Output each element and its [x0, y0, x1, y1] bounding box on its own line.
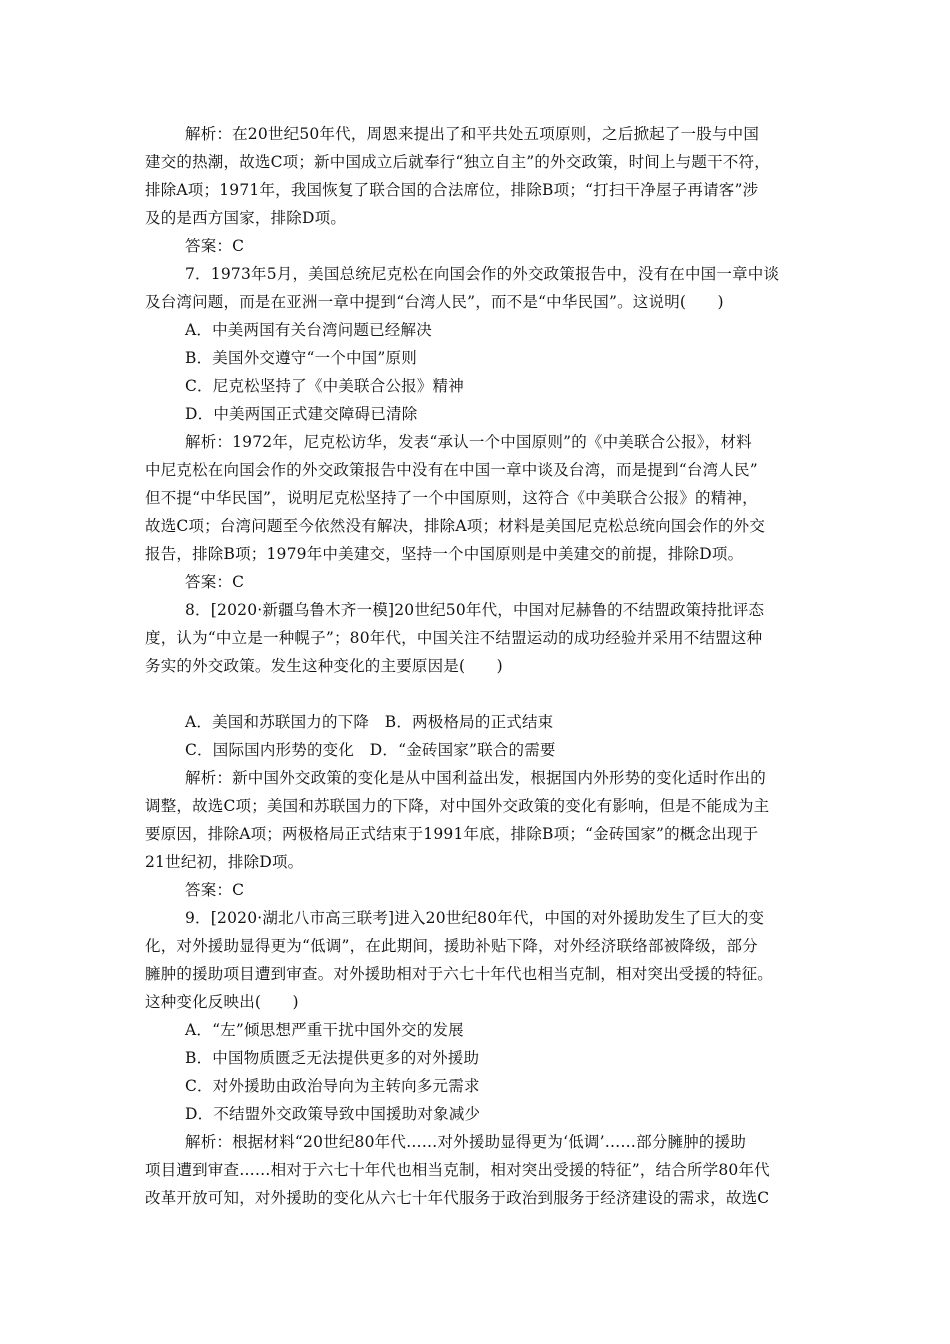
q7-analysis-line: 但不提“中华民国”，说明尼克松坚持了一个中国原则，这符合《中美联合公报》的精神， — [145, 489, 758, 507]
q9-analysis — [145, 1128, 815, 1212]
q9-stem — [145, 904, 815, 1016]
q8-analysis-line: 要原因，排除A项；两极格局正式结束于1991年底，排除B项；“金砖国家”的概念出现于 — [145, 825, 759, 843]
q8-options-line: C．国际国内形势的变化 D．“金砖国家”联合的需要 — [185, 741, 556, 759]
q6-analysis-line: 及的是西方国家，排除D项。 — [145, 209, 347, 227]
q8-stem-line: 务实的外交政策。发生这种变化的主要原因是( ) — [145, 657, 503, 675]
q9-stem-line: 这种变化反映出( ) — [145, 993, 299, 1011]
q7-stem — [145, 260, 815, 316]
q9-analysis-line: 项目遭到审查……相对于六七十年代也相当克制，相对突出受援的特征”，结合所学80年代 — [145, 1161, 770, 1179]
q6-analysis-line: 解析：在20世纪50年代，周恩来提出了和平共处五项原则，之后掀起了一股与中国 — [185, 125, 760, 143]
q7-analysis — [145, 428, 815, 568]
q6-analysis — [145, 120, 815, 232]
q8-answer-line: 答案：C — [185, 881, 245, 899]
q9-stem-line: 9．[2020·湖北八市高三联考]进入20世纪80年代，中国的对外援助发生了巨大的变 — [185, 909, 765, 927]
q8-stem-line: 8．[2020·新疆乌鲁木齐一模]20世纪50年代，中国对尼赫鲁的不结盟政策持批评态 — [185, 601, 765, 619]
q8-stem — [145, 596, 815, 680]
q9-stem-line: 臃肿的援助项目遭到审查。对外援助相对于六七十年代也相当克制，相对突出受援的特征。 — [145, 965, 774, 983]
q7-analysis-line: 报告，排除B项；1979年中美建交，坚持一个中国原则是中美建交的前提，排除D项。 — [145, 545, 744, 563]
q7-options-line: A．中美两国有关台湾问题已经解决 — [185, 321, 432, 339]
blank-spacer — [145, 680, 815, 708]
q7-stem-line: 7．1973年5月，美国总统尼克松在向国会作的外交政策报告中，没有在中国一章中谈 — [185, 265, 780, 283]
q7-options-line: D．中美两国正式建交障碍已清除 — [185, 405, 418, 423]
q7-answer-line: 答案：C — [185, 573, 245, 591]
q8-answer — [145, 876, 815, 904]
q7-stem-line: 及台湾问题，而是在亚洲一章中提到“台湾人民”，而不是“中华民国”。这说明( ) — [145, 293, 724, 311]
q8-analysis-line: 解析：新中国外交政策的变化是从中国利益出发，根据国内外形势的变化适时作出的 — [185, 769, 766, 787]
q6-analysis-line: 建交的热潮，故选C项；新中国成立后就奉行“独立自主”的外交政策，时间上与题干不符， — [145, 153, 770, 171]
q9-stem-line: 化，对外援助显得更为“低调”，在此期间，援助补贴下降，对外经济联络部被降级，部分 — [145, 937, 758, 955]
q9-options-line: D．不结盟外交政策导致中国援助对象减少 — [185, 1105, 481, 1123]
q7-options — [145, 316, 815, 428]
q9-analysis-line: 改革开放可知，对外援助的变化从六七十年代服务于政治到服务于经济建设的需求，故选C — [145, 1189, 770, 1207]
q9-analysis-line: 解析：根据材料“20世纪80年代……对外援助显得更为‘低调’……部分臃肿的援助 — [185, 1133, 747, 1151]
q7-analysis-line: 解析：1972年，尼克松访华，发表“承认一个中国原则”的《中美联合公报》，材料 — [185, 433, 752, 451]
q9-options — [145, 1016, 815, 1128]
q7-options-line: C．尼克松坚持了《中美联合公报》精神 — [185, 377, 464, 395]
q8-analysis-line: 21世纪初，排除D项。 — [145, 853, 304, 871]
q9-options-line: C．对外援助由政治导向为主转向多元需求 — [185, 1077, 480, 1095]
q8-options — [145, 708, 815, 764]
q6-answer-line: 答案：C — [185, 237, 245, 255]
q8-options-line: A．美国和苏联国力的下降 B．两极格局的正式结束 — [185, 713, 554, 731]
q6-answer — [145, 232, 815, 260]
document-body — [145, 120, 815, 1212]
q9-options-line: B．中国物质匮乏无法提供更多的对外援助 — [185, 1049, 480, 1067]
q6-analysis-line: 排除A项；1971年，我国恢复了联合国的合法席位，排除B项；“打扫干净屋子再请客”涉 — [145, 181, 759, 199]
q7-answer — [145, 568, 815, 596]
q7-options-line: B．美国外交遵守“一个中国”原则 — [185, 349, 417, 367]
q8-analysis-line: 调整，故选C项；美国和苏联国力的下降，对中国外交政策的变化有影响，但是不能成为主 — [145, 797, 770, 815]
q9-options-line: A．“左”倾思想严重干扰中国外交的发展 — [185, 1021, 464, 1039]
q8-analysis — [145, 764, 815, 876]
q8-stem-line: 度，认为“中立是一种幌子”；80年代，中国关注不结盟运动的成功经验并采用不结盟这种 — [145, 629, 763, 647]
q7-analysis-line: 故选C项；台湾问题至今依然没有解决，排除A项；材料是美国尼克松总统向国会作的外交 — [145, 517, 766, 535]
q7-analysis-line: 中尼克松在向国会作的外交政策报告中没有在中国一章中谈及台湾，而是提到“台湾人民” — [145, 461, 758, 479]
